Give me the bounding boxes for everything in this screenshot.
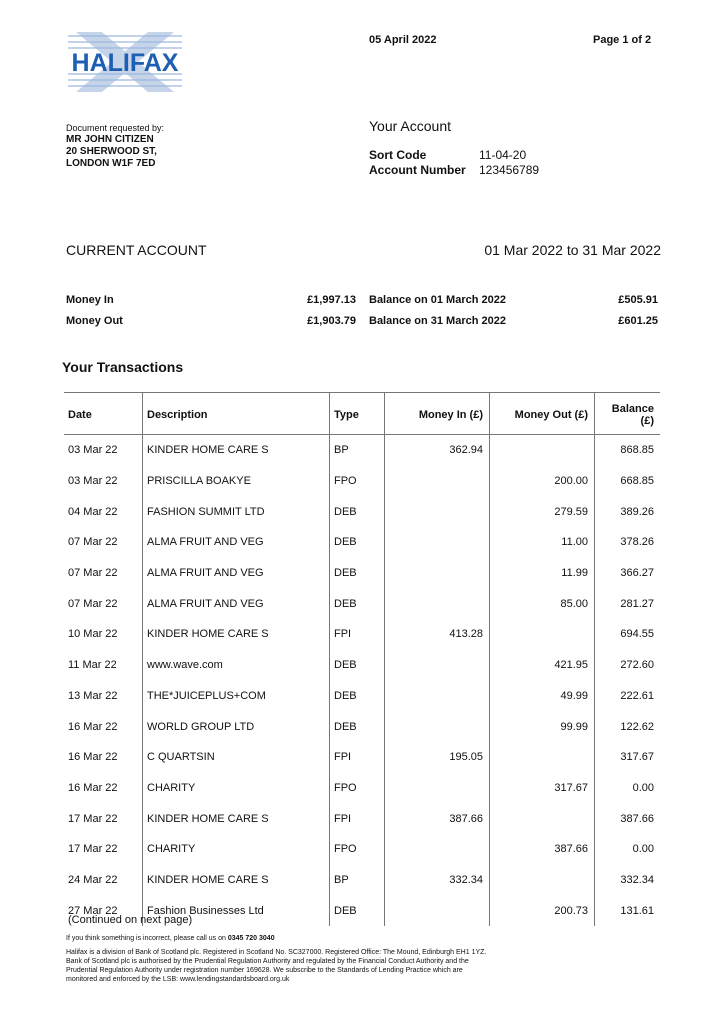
cell-balance: 122.62: [595, 711, 661, 742]
col-description: Description: [143, 393, 330, 435]
cell-money-in: 332.34: [385, 865, 490, 896]
continued-note: (Continued on next page): [68, 914, 193, 926]
cell-balance: 281.27: [595, 588, 661, 619]
cell-money-out: 387.66: [490, 834, 595, 865]
cell-description: KINDER HOME CARE S: [143, 435, 330, 466]
table-row: [64, 742, 660, 773]
cell-date: 13 Mar 22: [68, 689, 118, 702]
cell-description: PRISCILLA BOAKYE: [143, 466, 330, 497]
cell-date: 24 Mar 22: [68, 873, 118, 886]
cell-balance: 668.85: [595, 466, 661, 497]
cell-money-in: [385, 588, 490, 619]
cell-description: WORLD GROUP LTD: [143, 711, 330, 742]
cell-money-out: [490, 435, 595, 466]
table-row: [64, 865, 660, 896]
cell-date: 07 Mar 22: [68, 567, 118, 580]
cell-description: FASHION SUMMIT LTD: [143, 496, 330, 527]
footer-legal-3: Prudential Regulation Authority under registration number 169628. We subscribe to the Standards of Lending Practice which are: [66, 967, 463, 974]
cell-date: 27 Mar 22: [68, 904, 118, 917]
footer-legal-2: Bank of Scotland plc is authorised by the Prudential Regulation Authority and regulated by the Financial Conduct Authority and the: [66, 958, 469, 965]
cell-description: ALMA FRUIT AND VEG: [143, 588, 330, 619]
cell-description: www.wave.com: [143, 650, 330, 681]
cell-description: CHARITY: [143, 834, 330, 865]
requester-block: [66, 122, 164, 170]
cell-balance: 868.85: [595, 435, 661, 466]
cell-date: 10 Mar 22: [68, 628, 118, 641]
cell-money-in: [385, 711, 490, 742]
cell-money-in: 195.05: [385, 742, 490, 773]
cell-money-in: [385, 834, 490, 865]
cell-description: KINDER HOME CARE S: [143, 803, 330, 834]
table-row: [64, 527, 660, 558]
table-row: [64, 619, 660, 650]
footer-contact: [66, 934, 566, 943]
table-row: [64, 650, 660, 681]
cell-money-out: 11.00: [490, 527, 595, 558]
cell-description: ALMA FRUIT AND VEG: [143, 527, 330, 558]
cell-money-out: 317.67: [490, 773, 595, 804]
cell-money-out: 200.00: [490, 466, 595, 497]
requester-address-2: LONDON W1F 7ED: [66, 158, 156, 169]
cell-type: DEB: [330, 527, 385, 558]
logo-text: HALIFAX: [71, 49, 179, 77]
cell-money-out: [490, 742, 595, 773]
table-row: [64, 558, 660, 589]
cell-money-in: [385, 650, 490, 681]
col-money-out: Money Out (£): [490, 393, 595, 435]
cell-money-in: 387.66: [385, 803, 490, 834]
money-in-value: £1,997.13: [307, 294, 356, 306]
money-out-value: £1,903.79: [307, 315, 356, 327]
cell-date: 03 Mar 22: [68, 444, 118, 457]
cell-money-out: 421.95: [490, 650, 595, 681]
table-row: [64, 588, 660, 619]
account-type-title: CURRENT ACCOUNT: [66, 242, 207, 258]
table-row: [64, 681, 660, 712]
requester-address-1: 20 SHERWOOD ST,: [66, 146, 157, 157]
cell-type: BP: [330, 435, 385, 466]
transactions-table: [64, 392, 660, 926]
cell-money-out: [490, 865, 595, 896]
cell-money-in: [385, 527, 490, 558]
sort-code-value: 11-04-20: [479, 148, 527, 162]
cell-balance: 378.26: [595, 527, 661, 558]
balance-end-value: £601.25: [618, 315, 658, 327]
cell-balance: 0.00: [595, 834, 661, 865]
money-in-label: Money In: [66, 294, 114, 306]
table-row: [64, 773, 660, 804]
cell-balance: 366.27: [595, 558, 661, 589]
money-out-label: Money Out: [66, 315, 123, 327]
cell-type: DEB: [330, 558, 385, 589]
footer-phone: 0345 720 3040: [227, 935, 275, 942]
cell-type: DEB: [330, 681, 385, 712]
sort-code-label: Sort Code: [369, 148, 427, 162]
cell-date: 07 Mar 22: [68, 536, 118, 549]
balance-end-label: Balance on 31 March 2022: [369, 315, 506, 327]
table-row: [64, 435, 660, 466]
cell-balance: 389.26: [595, 496, 661, 527]
cell-money-out: [490, 803, 595, 834]
footer: [66, 934, 566, 984]
cell-date: 17 Mar 22: [68, 843, 118, 856]
footer-legal-4: monitored and enforced by the LSB: www.lendingstandardsboard.org.uk: [66, 976, 290, 983]
cell-date: 11 Mar 22: [68, 659, 117, 672]
page-indicator: Page 1 of 2: [593, 34, 652, 46]
cell-type: FPO: [330, 834, 385, 865]
cell-type: DEB: [330, 496, 385, 527]
cell-balance: 317.67: [595, 742, 661, 773]
cell-money-out: 99.99: [490, 711, 595, 742]
cell-money-out: [490, 619, 595, 650]
cell-money-in: [385, 558, 490, 589]
cell-description: KINDER HOME CARE S: [143, 619, 330, 650]
account-number-value: 123456789: [479, 163, 540, 177]
cell-description: CHARITY: [143, 773, 330, 804]
cell-date: 17 Mar 22: [68, 812, 118, 825]
cell-date: 16 Mar 22: [68, 781, 118, 794]
transactions-body: [64, 435, 660, 927]
cell-money-out: 200.73: [490, 895, 595, 926]
cell-money-in: [385, 895, 490, 926]
table-row: [64, 711, 660, 742]
cell-type: DEB: [330, 711, 385, 742]
cell-type: DEB: [330, 895, 385, 926]
cell-description: KINDER HOME CARE S: [143, 865, 330, 896]
cell-money-out: 279.59: [490, 496, 595, 527]
cell-type: DEB: [330, 650, 385, 681]
cell-type: FPI: [330, 742, 385, 773]
account-title: Your Account: [369, 118, 451, 134]
cell-money-out: 11.99: [490, 558, 595, 589]
cell-type: FPI: [330, 619, 385, 650]
cell-money-in: [385, 681, 490, 712]
table-header-row: [64, 393, 660, 435]
cell-money-in: [385, 496, 490, 527]
requester-label: Document requested by:: [66, 123, 165, 133]
table-row: [64, 466, 660, 497]
cell-balance: 332.34: [595, 865, 661, 896]
cell-date: 16 Mar 22: [68, 720, 118, 733]
col-date: Date: [64, 393, 143, 435]
cell-date: 03 Mar 22: [68, 475, 118, 488]
cell-type: BP: [330, 865, 385, 896]
cell-date: 04 Mar 22: [68, 505, 118, 518]
col-balance: Balance (£): [595, 393, 661, 435]
account-number-label: Account Number: [369, 163, 466, 177]
cell-balance: 272.60: [595, 650, 661, 681]
cell-description: THE*JUICEPLUS+COM: [143, 681, 330, 712]
transactions-title: Your Transactions: [62, 359, 184, 375]
cell-balance: 387.66: [595, 803, 661, 834]
table-row: [64, 834, 660, 865]
cell-date: 07 Mar 22: [68, 597, 118, 610]
balance-start-label: Balance on 01 March 2022: [369, 294, 506, 306]
balance-start-value: £505.91: [618, 294, 658, 306]
cell-type: FPO: [330, 466, 385, 497]
cell-balance: 131.61: [595, 895, 661, 926]
col-money-in: Money In (£): [385, 393, 490, 435]
cell-money-in: 362.94: [385, 435, 490, 466]
cell-money-in: 413.28: [385, 619, 490, 650]
cell-description: Fashion Businesses Ltd: [143, 895, 330, 926]
cell-date: 16 Mar 22: [68, 751, 118, 764]
statement-period: 01 Mar 2022 to 31 Mar 2022: [484, 242, 661, 258]
requester-name: MR JOHN CITIZEN: [66, 134, 154, 145]
cell-money-out: 49.99: [490, 681, 595, 712]
cell-money-in: [385, 773, 490, 804]
cell-type: DEB: [330, 588, 385, 619]
footer-legal-1: Halifax is a division of Bank of Scotland plc. Registered in Scotland No. SC327000. Registered Office: The Mound, Edinburgh EH1 1YZ.: [66, 949, 487, 956]
cell-balance: 222.61: [595, 681, 661, 712]
transactions-table-wrap: [64, 392, 660, 917]
cell-type: FPO: [330, 773, 385, 804]
col-type: Type: [330, 393, 385, 435]
cell-type: FPI: [330, 803, 385, 834]
halifax-logo: [66, 30, 184, 94]
cell-money-out: 85.00: [490, 588, 595, 619]
statement-date: 05 April 2022: [369, 34, 437, 46]
cell-description: ALMA FRUIT AND VEG: [143, 558, 330, 589]
footer-contact-text: If you think something is incorrect, please call us on: [66, 935, 226, 942]
cell-balance: 0.00: [595, 773, 661, 804]
table-row: [64, 496, 660, 527]
cell-description: C QUARTSIN: [143, 742, 330, 773]
cell-balance: 694.55: [595, 619, 661, 650]
cell-money-in: [385, 466, 490, 497]
table-row: [64, 803, 660, 834]
